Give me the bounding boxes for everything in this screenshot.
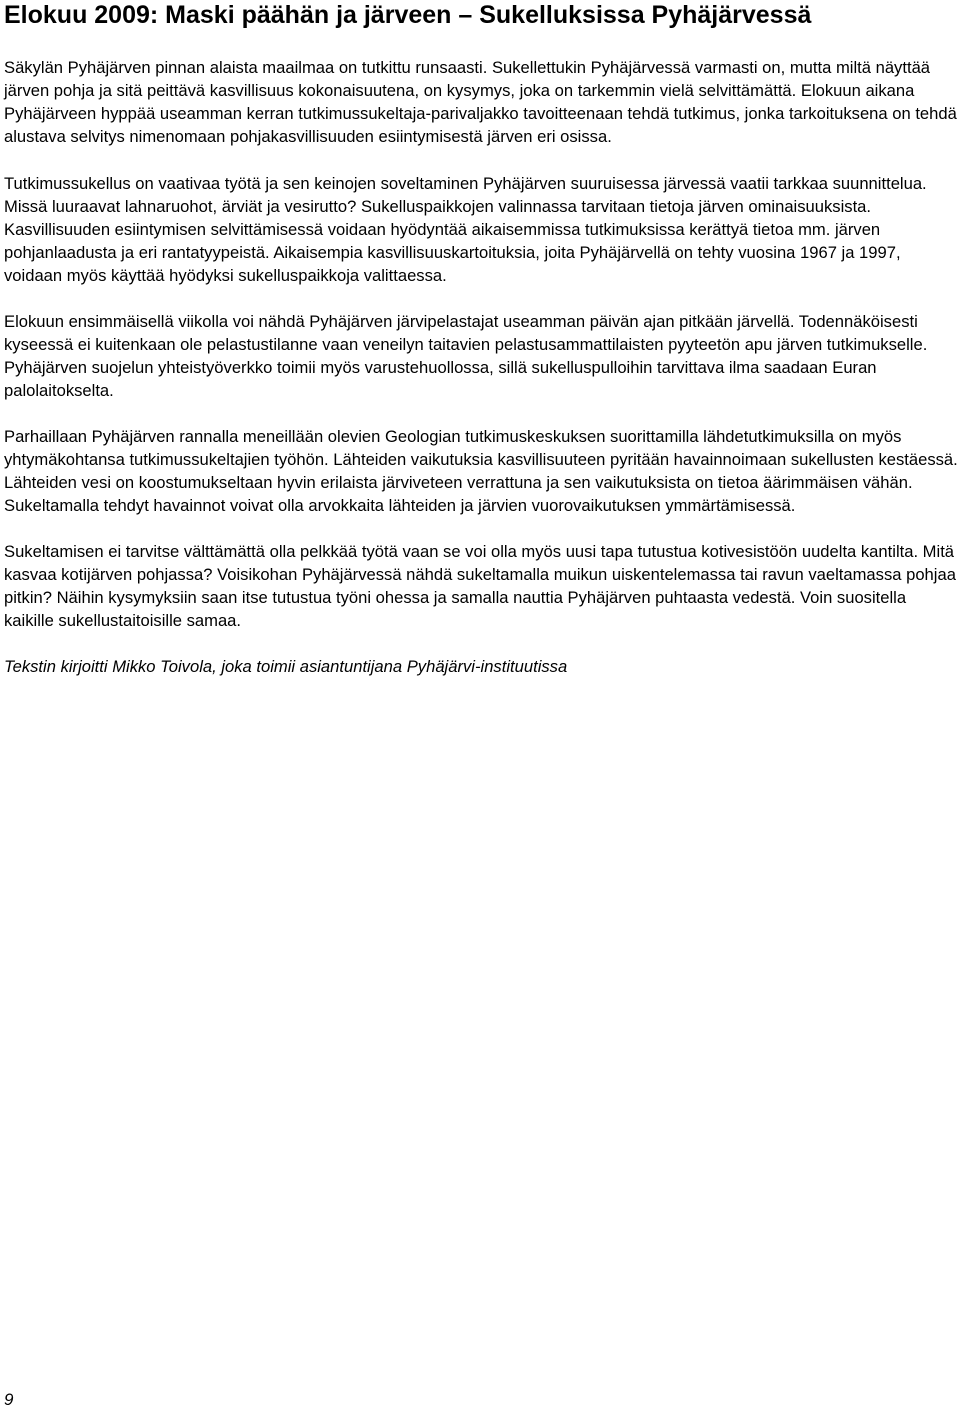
paragraph-intro: Säkylän Pyhäjärven pinnan alaista maailmaa on tutkittu runsaasti. Sukellettukin Pyhäjärvessä varmasti on, mutta miltä näyttää järven pohja ja sitä peittävä kasvillisuus kokonaisuutena, on kysymys, joka on tarkemmin vielä selvittämättä. Elokuun aikana Pyhäjärveen hyppää useamman kerran tutkimussukeltaja-parivaljakko tavoitteenaan tehdä tutkimus, jonka tarkoituksena on tehdä alustava selvitys nimenomaan pohjakasvillisuuden esiintymisestä järven eri osissa. bbox=[4, 58, 957, 146]
document-page bbox=[4, 0, 958, 678]
page-title: Elokuu 2009: Maski päähän ja järveen – Sukelluksissa Pyhäjärvessä bbox=[4, 1, 812, 29]
page-number: 9 bbox=[4, 1390, 14, 1409]
paragraph-research-diving: Tutkimussukellus on vaativaa työtä ja sen keinojen soveltaminen Pyhäjärven suuruisessa järvessä vaatii tarkkaa suunnittelua. Missä luuraavat lahnaruohot, ärviät ja vesirutto? Sukelluspaikkojen valinnassa tarvitaan tietoja järven ominaisuuksista. Kasvillisuuden esiintymisen selvittämisessä voidaan hyödyntää aikaisemmissa tutkimuksissa kerättyä tietoa mm. järven pohjanlaadusta ja eri rantatyypeistä. Aikaisempia kasvillisuuskartoituksia, joita Pyhäjärvellä on tehty vuosina 1967 ja 1997, voidaan myös käyttää hyödyksi sukelluspaikkoja valittaessa. bbox=[4, 174, 927, 285]
paragraph-spring-studies: Parhaillaan Pyhäjärven rannalla meneillään olevien Geologian tutkimuskeskuksen suorittamilla lähdetutkimuksilla on myös yhtymäkohtansa tutkimussukeltajien työhön. Lähteiden vaikutuksia kasvillisuuteen pyritään havainnoimaan sukellusten kestäessä. Lähteiden vesi on koostumukseltaan hyvin erilaista järviveteen verrattuna ja sen vaikutuksista on tietoa äärimmäisen vähän. Sukeltamalla tehdyt havainnot voivat olla arvokkaita lähteiden ja järvien vuorovaikutuksen ymmärtämisessä. bbox=[4, 427, 958, 515]
author-signature: Tekstin kirjoitti Mikko Toivola, joka toimii asiantuntijana Pyhäjärvi-instituutissa bbox=[4, 657, 568, 676]
paragraph-diving-hobby: Sukeltamisen ei tarvitse välttämättä olla pelkkää työtä vaan se voi olla myös uusi tapa tutustua kotivesistöön uudelta kantilta. Mitä kasvaa kotijärven pohjassa? Voisikohan Pyhäjärvessä nähdä sukeltamalla muikun uiskentelemassa tai ravun vaeltamassa pohjaa pitkin? Näihin kysymyksiin saan itse tutustua työni ohessa ja samalla nauttia Pyhäjärven puhtaasta vedestä. Voin suositella kaikille sukellustaitoisille samaa. bbox=[4, 542, 956, 630]
paragraph-lake-rescuers: Elokuun ensimmäisellä viikolla voi nähdä Pyhäjärven järvipelastajat useamman päivän ajan pitkään järvellä. Todennäköisesti kyseessä ei kuitenkaan ole pelastustilanne vaan veneilyn taitavien pelastusammattilaisten pyyteetön apu järven tutkimukselle. Pyhäjärven suojelun yhteistyöverkko toimii myös varustehuollossa, sillä sukelluspulloihin tarvittava ilma saadaan Euran palolaitokselta. bbox=[4, 312, 928, 400]
